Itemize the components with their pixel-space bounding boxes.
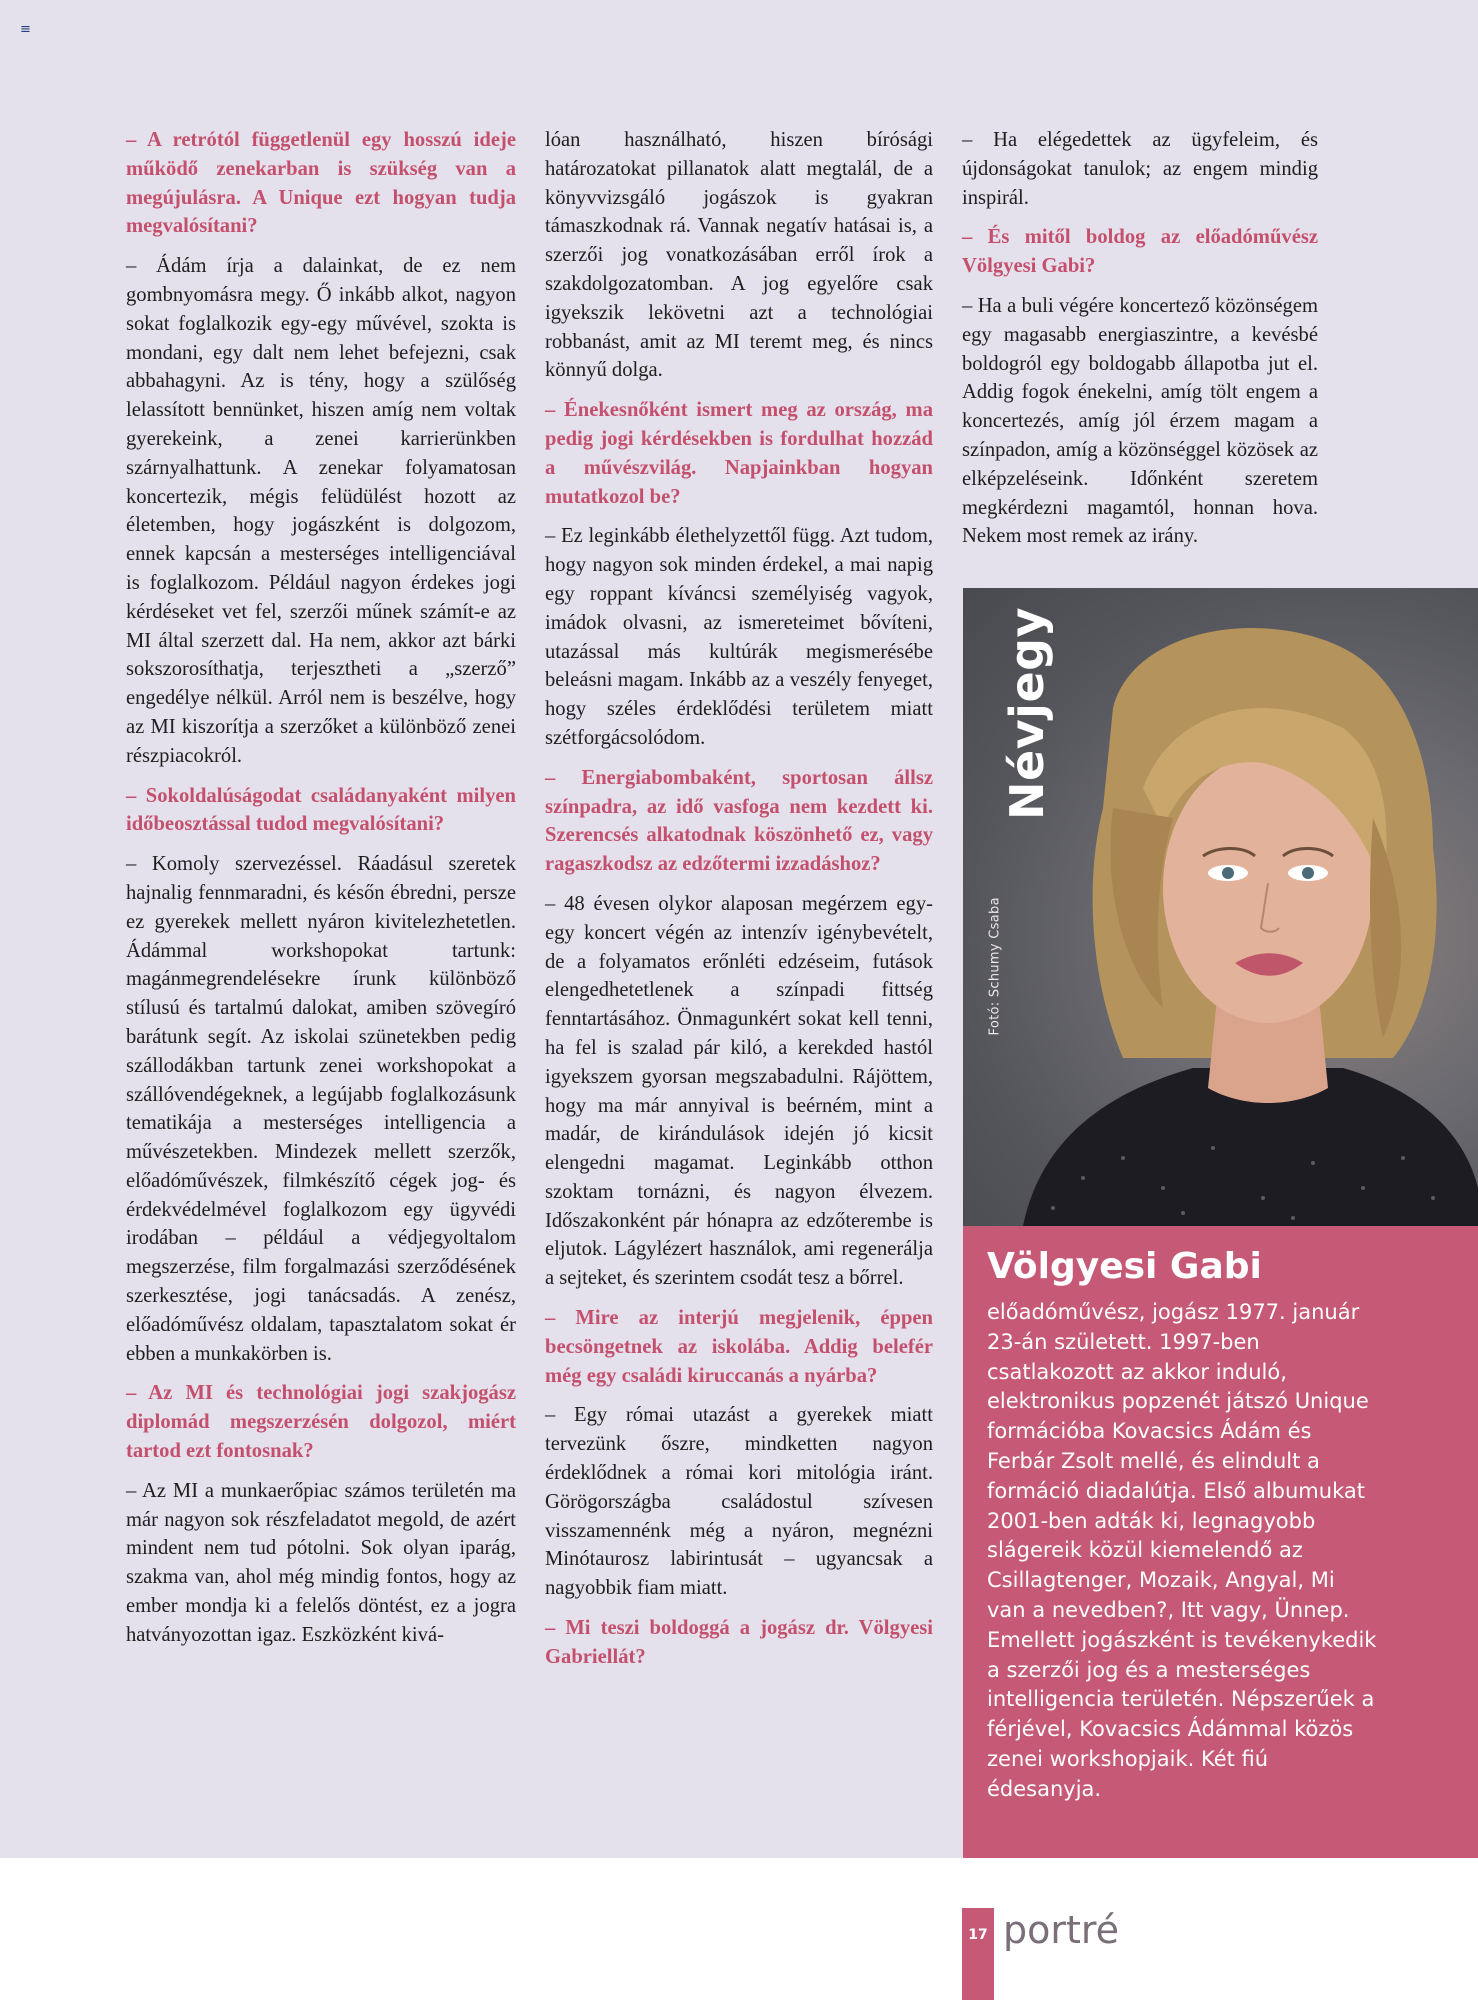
profile-card (963, 1226, 1478, 1858)
interview-question: – Energiabombaként, sportosan állsz színpadra, az idő vasfoga nem kezdett ki. Szerencsés alkatodnak köszönhető ez, vagy ragaszkodsz az edzőtermi izzadáshoz? (545, 766, 933, 876)
menu-icon[interactable]: ≡ (20, 22, 31, 37)
page-number-tab (962, 1908, 994, 2000)
interview-answer: – Ha elégedettek az ügyfeleim, és újdonságokat tanulok; az engem mindig inspirál. (962, 129, 1318, 209)
interview-answer: – Komoly szervezéssel. Ráadásul szeretek hajnalig fennmaradni, és későn ébredni, persze ez gyerekek mellett nyáron kivitelezhetetlen. Ádámmal workshopokat tartunk: magánmegrendelésekre írunk különböző stílusú és tartalmú dalokat, amiben szövegíró barátunk segít. Az iskolai szünetekben pedig szállodákban tartunk zenei workshopokat a szállóvendégeknek, a legújabb foglalkozásunk tematikája a mesterséges intelligencia a művészetekben. Mindezek mellett szerzők, előadóművészek, filmkészítő cégek jog- és érdekvédelmével foglalkozom egy ügyvédi irodában – például a védjegyoltalom megszerzése, film forgalmazási szerződésének szerkesztése, jogi tanácsadás. A zenész, előadóművész oldalam, tapasztalatom sokat ér ebben a munkakörben is. (126, 853, 516, 1365)
interview-answer: – Ádám írja a dalainkat, de ez nem gombnyomásra megy. Ő inkább alkot, nagyon sokat foglalkozik egy-egy művével, szokta is mondani, egy dalt nem lehet befejezni, csak abbahagyni. Az is tény, hogy a szülőség lelassított bennünket, hiszen amíg nem voltak gyerekeink, a zenei karrierünkben szárnyalhattunk. A zenekar folyamatosan koncertezik, mégis felüdülést hozott az életemben, hogy jogászként is dolgozom, ennek kapcsán a mesterséges intelligenciával is foglalkozom. Például nagyon érdekes jogi kérdéseket vet fel, szerzői műnek számít-e az MI által szerzett dal. Ha nem, akkor azt bárki sokszorosíthatja, terjesztheti a „szerző” engedélye nélkül. Arról nem is beszélve, hogy az MI kiszorítja a szerzőket a különböző zenei részpiacokról. (126, 255, 516, 767)
interview-question: – Sokoldalúságodat családanyaként milyen időbeosztással tudod megvalósítani? (126, 784, 516, 836)
interview-answer: – Az MI a munkaerőpiac számos területén ma már nagyon sok részfeladatot megold, de azért mindent nem tud pótolni. Sok olyan iparág, szakma van, ahol még mindig fontos, hogy az ember mondja ki a felelős döntést, ez a jogra hatványozottan igaz. Eszközként kivá- (126, 1479, 516, 1646)
interview-question: – Az MI és technológiai jogi szakjogász diplomád megszerzésén dolgozol, miért tartod ezt fontosnak? (126, 1382, 516, 1463)
interview-question: – És mitől boldog az előadóművész Völgyesi Gabi? (962, 226, 1318, 278)
interview-question: – Énekesnőként ismert meg az ország, ma pedig jogi kérdésekben is fordulhat hozzád a művészvilág. Napjainkban hogyan mutatkozol be? (545, 399, 933, 508)
interview-answer: – Egy római utazást a gyerekek miatt tervezünk őszre, mindketten nagyon érdeklődnek a római kori mitológia iránt. Görögországba családostul szívesen visszamennénk még a nyáron, megnézni Minótaurosz labirintusát – ugyancsak a nagyobbik fiam miatt. (545, 1404, 933, 1600)
nevjegy-label: Névjegy (1000, 606, 1054, 820)
article-column-3 (962, 126, 1318, 562)
section-title: portré (1003, 1908, 1120, 1952)
profile-bio: előadóművész, jogász 1977. január 23-án született. 1997-ben csatlakozott az akkor induló, elektronikus popzenét játszó Unique formációba Kovacsics Ádám és Ferbár Zsolt mellé, és elindult a formáció diadalútja. Első albumukat 2001-ben adták ki, legnagyobb slágereik közül kiemelendő az Csillagtenger, Mozaik, Angyal, Mi van a nevedben?, Itt vagy, Ünnep. Emellett jogászként is tevékenykedik a szerzői jog és a mesterséges intelligencia területén. Népszerűek a férjével, Kovacsics Ádámmal közös zenei workshopjaik. Két fiú édesanyja. (987, 1300, 1377, 1801)
interview-answer: – Ez leginkább élethelyzettől függ. Azt tudom, hogy nagyon sok minden érdekel, a mai napig egy roppant kíváncsi személyiség vagyok, imádok olvasni, az ismereteimet bővíteni, utazással más kultúrák megismerésébe beleásni magam. Inkább az a veszély fenyeget, hogy széles érdeklődési területem miatt szétforgácsolódom. (545, 525, 933, 749)
article-column-2 (545, 126, 933, 1683)
page-number: 17 (968, 1927, 988, 1943)
interview-question: – A retrótól függetlenül egy hosszú ideje működő zenekarban is szükség van a megújulásra. A Unique ezt hogyan tudja megvalósítani? (126, 129, 516, 238)
interview-question: – Mi teszi boldoggá a jogász dr. Völgyesi Gabriellát? (545, 1617, 933, 1668)
interview-question: – Mire az interjú megjelenik, éppen becsöngetnek az iskolába. Addig belefér még egy családi kiruccanás a nyárba? (545, 1307, 933, 1387)
photo-credit: Fotó: Schumy Csaba (987, 897, 1003, 1036)
profile-name: Völgyesi Gabi (987, 1246, 1262, 1287)
interview-answer: – Ha a buli végére koncertező közönségem egy magasabb energiaszintre, a kevésbé boldogról egy boldogabb állapotba jut el. Addig fogok énekelni, amíg tölt engem a koncertezés, amíg jól érzem magam a színpadon, amíg a közönséggel közösek az elképzeléseink. Időnként szeretem megkérdezni magamtól, honnan hova. Nekem most remek az irány. (962, 294, 1318, 548)
interview-answer: lóan használható, hiszen bírósági határozatokat pillanatok alatt megtalál, de a könyvvizsgáló jogászok is gyakran támaszkodnak rá. Vannak negatív hatásai is, a szerzői jog vonatkozásában erről írok a szakdolgozatomban. A jog egyelőre csak igyekszik lekövetni azt a technológiai robbanást, amit az MI teremt meg, és nincs könnyű dolga. (545, 129, 933, 382)
footer-band (0, 1858, 1478, 2000)
article-column-1 (126, 126, 516, 1661)
interview-answer: – 48 évesen olykor alaposan megérzem egy-egy koncert végén az intenzív igénybevételt, de a folyamatos erőnléti edzéseim, futások elengedhetetlenek a színpadi fittség fenntartásához. Önmagunkért sokat kell tenni, ha fel is szalad pár kiló, a kerekded hastól igyekszem gyorsan megszabadulni. Rájöttem, hogy ma már annyival is beérném, mint a madár, de kirándulások idején jó kicsit elengedni magamat. Leginkább otthon szoktam tornázni, és nagyon élvezem. Időszakonként pár hónapra az edzőterembe is eljutok. Lágylézert használok, ami regenerálja a sejteket, és szerintem csodát tesz a bőrrel. (545, 892, 933, 1290)
